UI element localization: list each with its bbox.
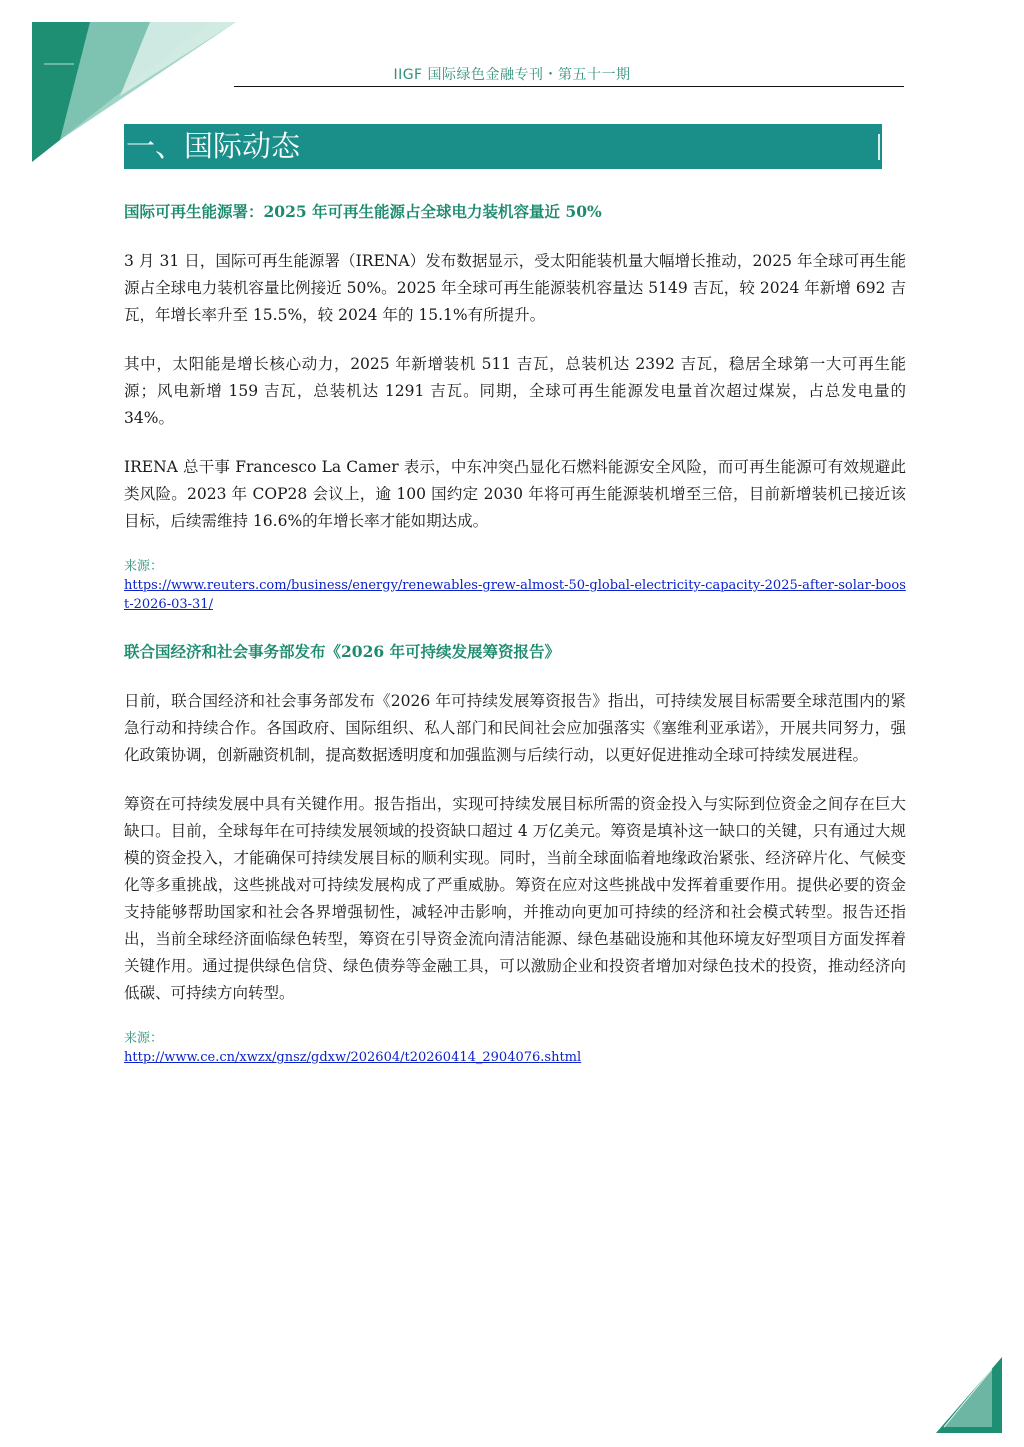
article-title: 国际可再生能源署：2025 年可再生能源占全球电力装机容量近 50%	[124, 202, 602, 221]
source-link[interactable]: https://www.reuters.com/business/energy/renewables-grew-almost-50-global-electricity-capacity-2025-after-solar-boost-2026-03-31/	[124, 578, 906, 612]
article-paragraph: 筹资在可持续发展中具有关键作用。报告指出，实现可持续发展目标所需的资金投入与实际到位资金之间存在巨大缺口。目前，全球每年在可持续发展领域的投资缺口超过 4 万亿美元。筹资是填补这一缺口的关键，只有通过大规模的资金投入，才能确保可持续发展目标的顺利实现。同时，当前全球面临着地缘政治紧张、经济碎片化、气候变化等多重挑战，这些挑战对可持续发展构成了严重威胁。筹资在应对这些挑战中发挥着重要作用。提供必要的资金支持能够帮助国家和社会各界增强韧性，减轻冲击影响，并推动向更加可持续的经济和社会模式转型。报告还指出，当前全球经济面临绿色转型，筹资在引导资金流向清洁能源、绿色基础设施和其他环境友好型项目方面发挥着关键作用。通过提供绿色信贷、绿色债券等金融工具，可以激励企业和投资者增加对绿色技术的投资，推动经济向低碳、可持续方向转型。	[124, 795, 906, 1002]
source-label: 来源：	[124, 559, 164, 574]
journal-header: IIGF 国际绿色金融专刊・第五十一期	[393, 67, 631, 83]
article	[124, 638, 906, 1067]
article-paragraph: IRENA 总干事 Francesco La Camer 表示，中东冲突凸显化石燃料能源安全风险，而可再生能源可有效规避此类风险。2023 年 COP28 会议上，逾 100 国约定 2030 年将可再生能源装机增至三倍，目前新增装机已接近该目标，后续需维持 16.6%的年增长率才能如期达成。	[124, 458, 906, 530]
section-title-band	[124, 124, 882, 169]
article	[124, 198, 906, 614]
article-paragraph: 3 月 31 日，国际可再生能源署（IRENA）发布数据显示，受太阳能装机量大幅增长推动，2025 年全球可再生能源占全球电力装机容量比例接近 50%。2025 年全球可再生能源装机容量达 5149 吉瓦，较 2024 年新增 692 吉瓦，年增长率升至 15.5%，较 2024 年的 15.1%有所提升。	[124, 252, 906, 324]
section-title: 一、国际动态	[126, 129, 301, 163]
source-link[interactable]: http://www.ce.cn/xwzx/gnsz/gdxw/202604/t20260414_2904076.shtml	[124, 1050, 582, 1065]
header-rule	[234, 86, 904, 87]
article-source	[124, 1029, 906, 1067]
article-paragraph: 日前，联合国经济和社会事务部发布《2026 年可持续发展筹资报告》指出，可持续发展目标需要全球范围内的紧急行动和持续合作。各国政府、国际组织、私人部门和民间社会应加强落实《塞维利亚承诺》，开展共同努力，强化政策协调，创新融资机制，提高数据透明度和加强监测与后续行动，以更好促进推动全球可持续发展进程。	[124, 692, 906, 764]
spacer	[124, 624, 906, 638]
section-band-accent	[878, 134, 880, 160]
article-title: 联合国经济和社会事务部发布《2026 年可持续发展筹资报告》	[124, 642, 561, 661]
main-content	[124, 198, 906, 1077]
article-paragraph: 其中，太阳能是增长核心动力，2025 年新增装机 511 吉瓦，总装机达 2392 吉瓦，稳居全球第一大可再生能源；风电新增 159 吉瓦，总装机达 1291 吉瓦。同期，全球可再生能源发电量首次超过煤炭，占总发电量的 34%。	[124, 355, 906, 427]
corner-triangle-decoration-bottom	[934, 1355, 1004, 1435]
source-label: 来源：	[124, 1031, 164, 1046]
article-source	[124, 557, 906, 614]
